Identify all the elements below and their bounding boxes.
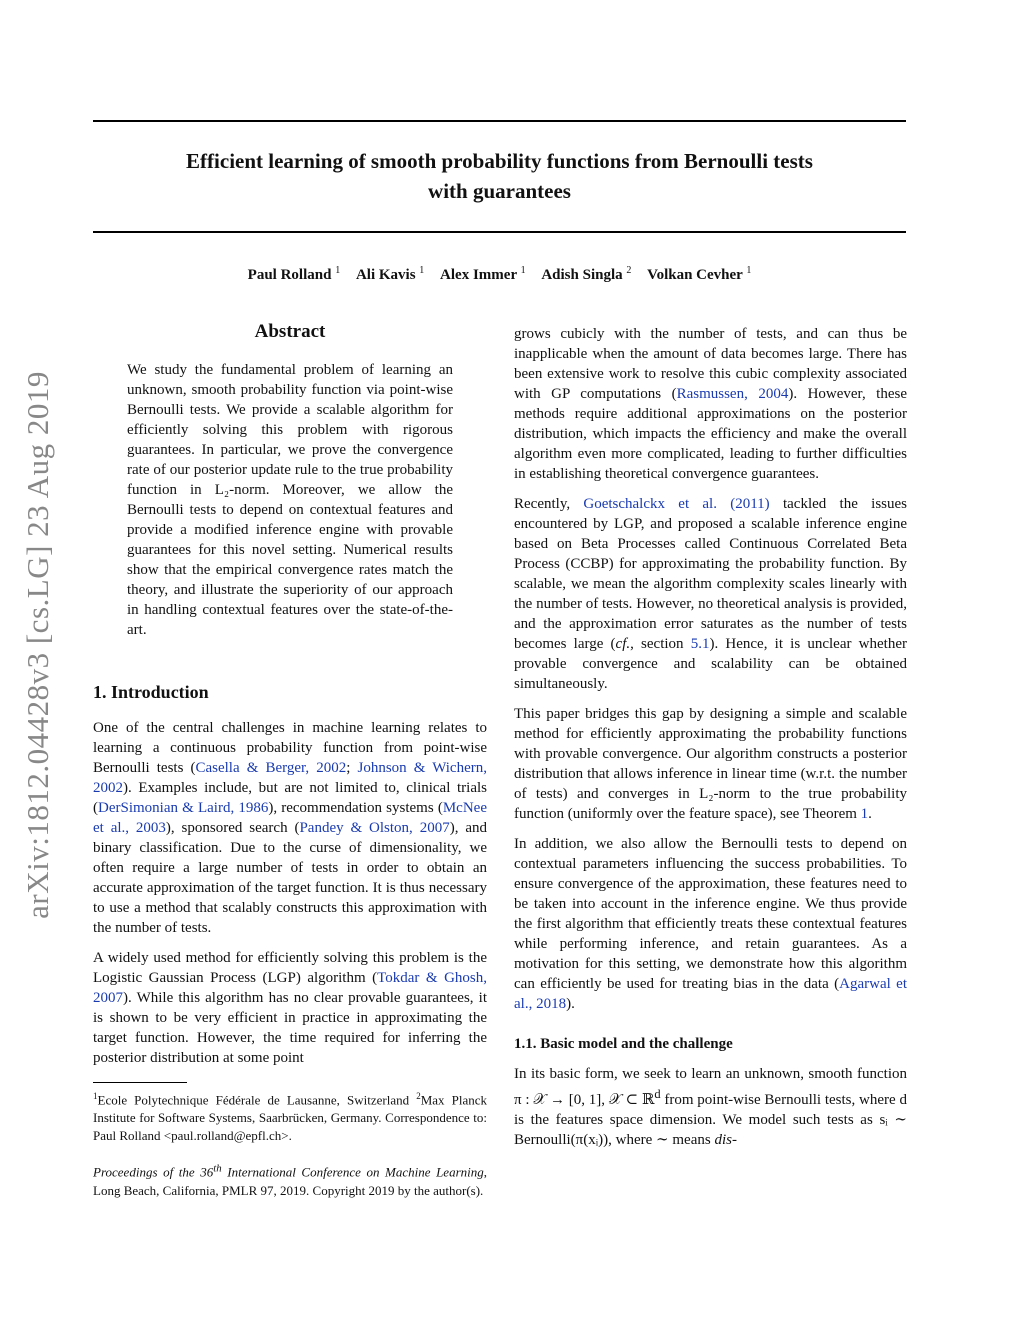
author: Volkan Cevher $^1$ — [647, 265, 752, 283]
section-link[interactable]: 5.1 — [690, 636, 710, 652]
right-paragraph-1: grows cubicly with the number of tests, and can thus be inapplicable when the amount of data becomes large. There has been extensive work to resolve this cubic complexity associated with GP computations (Rasmussen, 2004). However, these methods require additional approximations on the posterior distribution, which impacts the efficiency and make the overall algorithm even more complicated, leading to further difficulties in establishing theoretical convergence guarantees. — [514, 326, 907, 482]
citation-link[interactable]: Rasmussen, 2004 — [676, 386, 789, 402]
author: Ali Kavis $^1$ — [355, 265, 425, 283]
title-line-1: Efficient learning of smooth probability functions from Bernoulli tests — [186, 149, 813, 173]
citation-link[interactable]: Goetschalckx et al. (2011) — [583, 496, 770, 512]
intro-paragraph-2: A widely used method for efficiently solving this problem is the Logistic Gaussian Process (LGP) algorithm (Tokdar & Ghosh, 2007). While this algorithm has no clear provable guarantees, it is shown to be very efficient in practice in approximating the target function. However, the time required for inferring the posterior distribution at some point — [93, 950, 488, 1066]
subsection-heading: 1.1. Basic model and the challenge — [514, 1036, 733, 1052]
title-line-2: with guarantees — [428, 179, 571, 203]
citation-link[interactable]: DerSimonian & Laird, 1986 — [98, 800, 269, 816]
arxiv-id: arXiv:1812.04428v3 [cs.LG] 23 Aug 2019 — [20, 371, 55, 919]
author: Alex Immer $^1$ — [440, 265, 526, 283]
proceedings-note: Proceedings of the 36th International Conference on Machine Learning, Long Beach, California, PMLR 97, 2019. Copyright 2019 by the author(s). — [93, 1162, 487, 1198]
introduction-heading: 1. Introduction — [93, 682, 209, 702]
affiliation-footnote: $^1$Ecole Polytechnique Fédérale de Lausanne, Switzerland $^2$Max Planck Institute for Software Systems, Saarbrücken, Germany. Correspondence to: Paul Rolland <paul.rolland@epfl.ch>. — [93, 1091, 487, 1144]
right-paragraph-4: In addition, we also allow the Bernoulli tests to depend on contextual parameters influencing the success probabilities. To ensure convergence of the approximation, these features need to be taken into account in the inference engine. We thus provide the first algorithm that efficiently treats these contextual features while performing inference, and retain guarantees. As a motivation for this setting, we demonstrate how this algorithm can efficiently be used for treating bias in the data (Agarwal et al., 2018). — [514, 836, 907, 1012]
right-paragraph-5: In its basic form, we seek to learn an unknown, smooth function π : 𝒳 → [0, 1], 𝒳 ⊂ ℝ$^d$ from point-wise Bernoulli tests, where d is the features space dimension. We model such tests as sᵢ ∼ Bernoulli(π(xᵢ)), where ∼ means dis- — [514, 1066, 907, 1148]
citation-link[interactable]: Casella & Berger, 2002 — [195, 760, 347, 776]
right-paragraph-3: This paper bridges this gap by designing a simple and scalable method for efficiently approximating the probability functions with provable convergence. Our algorithm constructs a posterior distribution that allows inference in linear time (w.r.t. the number of tests) and converges in L₂-norm to the true probability function (uniformly over the feature space), see Theorem 1. — [514, 706, 907, 822]
title-top-rule — [93, 120, 906, 122]
citation-link[interactable]: McNee et al., 2003 — [93, 800, 487, 836]
right-paragraph-2: Recently, Goetschalckx et al. (2011) tackled the issues encountered by LGP, and proposed a scalable inference engine based on Beta Processes called Continuous Correlated Beta Process (CCBP) for approximating the probability function. By scalable, we mean the algorithm complexity scales linearly with the number of tests. However, no theoretical analysis is provided, and the approximation error saturates as the number of tests becomes large (cf., section 5.1). Hence, it is unclear whether provable convergence and scalability can be obtained simultaneously. — [514, 496, 907, 692]
author: Adish Singla $^2$ — [541, 265, 632, 283]
citation-link[interactable]: Pandey & Olston, 2007 — [299, 820, 450, 836]
left-column — [93, 320, 487, 1200]
author: Paul Rolland $^1$ — [247, 265, 341, 283]
author-list — [93, 265, 906, 284]
abstract-heading: Abstract — [254, 321, 326, 342]
theorem-link[interactable]: 1 — [860, 806, 869, 822]
abstract-text: We study the fundamental problem of learning an unknown, smooth probability function via point-wise Bernoulli tests. We provide a scalable algorithm for efficiently solving this problem with rigorous guarantees. In particular, we prove the convergence rate of our posterior update rule to the true probability function in L₂-norm. Moreover, we allow the Bernoulli tests to depend on contextual features and provide a modified inference engine with provable guarantees for this novel setting. Numerical results show that the empirical convergence rates match the theory, and illustrate the superiority of our approach in handling contextual features over the state-of-the-art. — [127, 362, 453, 638]
right-column — [514, 324, 907, 1150]
citation-link[interactable]: Agarwal et al., 2018 — [514, 976, 907, 1012]
title-bottom-rule — [93, 231, 906, 233]
paper-title — [93, 146, 906, 206]
intro-paragraph-1: One of the central challenges in machine learning relates to learning a continuous probability function from point-wise Bernoulli tests (Casella & Berger, 2002; Johnson & Wichern, 2002). Examples include, but are not limited to, clinical trials (DerSimonian & Laird, 1986), recommendation systems (McNee et al., 2003), sponsored search (Pandey & Olston, 2007), and binary classification. Due to the curse of dimensionality, we often require a large number of tests in order to obtain an accurate approximation of the target function. It is thus necessary to use a method that scalably constructs this approximation with the number of tests. — [93, 720, 487, 936]
citation-link[interactable]: Johnson & Wichern, 2002 — [93, 760, 487, 796]
citation-link[interactable]: Tokdar & Ghosh, 2007 — [93, 970, 488, 1006]
footnote-rule — [93, 1082, 187, 1083]
